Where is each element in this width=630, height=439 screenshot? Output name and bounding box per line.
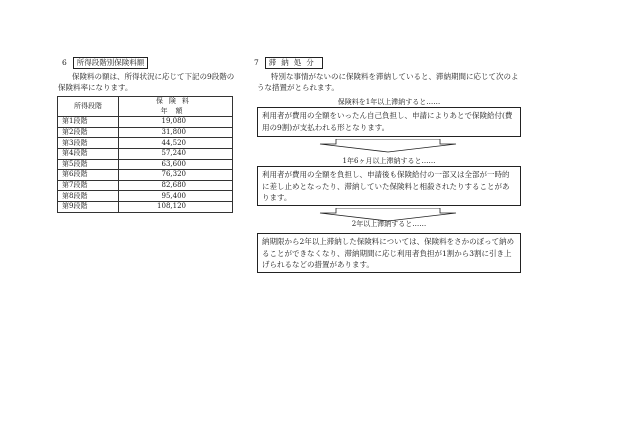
grade-cell: 第1段階 xyxy=(58,117,119,128)
amount-cell: 57,240 xyxy=(119,148,233,159)
section-title: 滞納処分 xyxy=(265,57,323,69)
step-1-caption: 保険料を1年以上滞納すると…… xyxy=(337,98,441,106)
grade-cell: 第4段階 xyxy=(58,148,119,159)
section-7-heading xyxy=(254,57,323,69)
amount-cell: 82,680 xyxy=(119,180,233,191)
grade-cell: 第6段階 xyxy=(58,170,119,181)
table-row xyxy=(58,170,233,181)
table-row xyxy=(58,180,233,191)
section-6-heading xyxy=(62,57,148,69)
grade-cell: 第9段階 xyxy=(58,201,119,212)
step-2-box: 利用者が費用の全額を負担し、申請後も保険給付の一部又は全部が一時的に差し止めとなったり、滞納していた保険料と相殺されたりすることがあります。 xyxy=(257,166,521,206)
step-2-caption: 1年6ヶ月以上滞納すると…… xyxy=(342,157,436,165)
table-row xyxy=(58,201,233,212)
down-arrow-icon xyxy=(318,139,458,153)
table-row xyxy=(58,138,233,149)
amount-cell: 95,400 xyxy=(119,191,233,202)
grade-cell: 第5段階 xyxy=(58,159,119,170)
step-3-caption: 2年以上滞納すると…… xyxy=(351,220,427,228)
amount-cell: 63,600 xyxy=(119,159,233,170)
table-row xyxy=(58,117,233,128)
column-header-annual: 年額 xyxy=(119,107,233,117)
grade-cell: 第2段階 xyxy=(58,127,119,138)
table-row xyxy=(58,127,233,138)
grade-cell: 第8段階 xyxy=(58,191,119,202)
column-header-fee: 保険料 xyxy=(119,97,233,107)
amount-cell: 44,520 xyxy=(119,138,233,149)
grade-cell: 第3段階 xyxy=(58,138,119,149)
section-number: 6 xyxy=(62,58,67,67)
section-6-intro: 保険料の額は、所得状況に応じて下記の9段階の保険料率になります。 xyxy=(58,72,235,92)
section-7-intro: 特別な事情がないのに保険料を滞納していると、滞納期間に応じて次のような措置がとられます。 xyxy=(257,72,519,92)
column-header-grade: 所得段階 xyxy=(58,97,119,117)
section-number: 7 xyxy=(254,58,259,67)
step-1-box: 利用者が費用の全額をいったん自己負担し、申請によりあとで保険給付(費用の9割)が支払われる形となります。 xyxy=(257,107,521,137)
step-3-box: 納期限から2年以上滞納した保険料については、保険料をさかのぼって納めることができなくなり、滞納期間に応じ利用者負担が1割から3割に引き上げられるなどの措置があります。 xyxy=(257,233,521,273)
grade-cell: 第7段階 xyxy=(58,180,119,191)
amount-cell: 108,120 xyxy=(119,201,233,212)
amount-cell: 76,320 xyxy=(119,170,233,181)
table-row xyxy=(58,191,233,202)
premium-table xyxy=(57,96,233,213)
section-title: 所得段階別保険料額 xyxy=(73,57,149,69)
amount-cell: 31,800 xyxy=(119,127,233,138)
table-row xyxy=(58,148,233,159)
table-row xyxy=(58,159,233,170)
amount-cell: 19,080 xyxy=(119,117,233,128)
